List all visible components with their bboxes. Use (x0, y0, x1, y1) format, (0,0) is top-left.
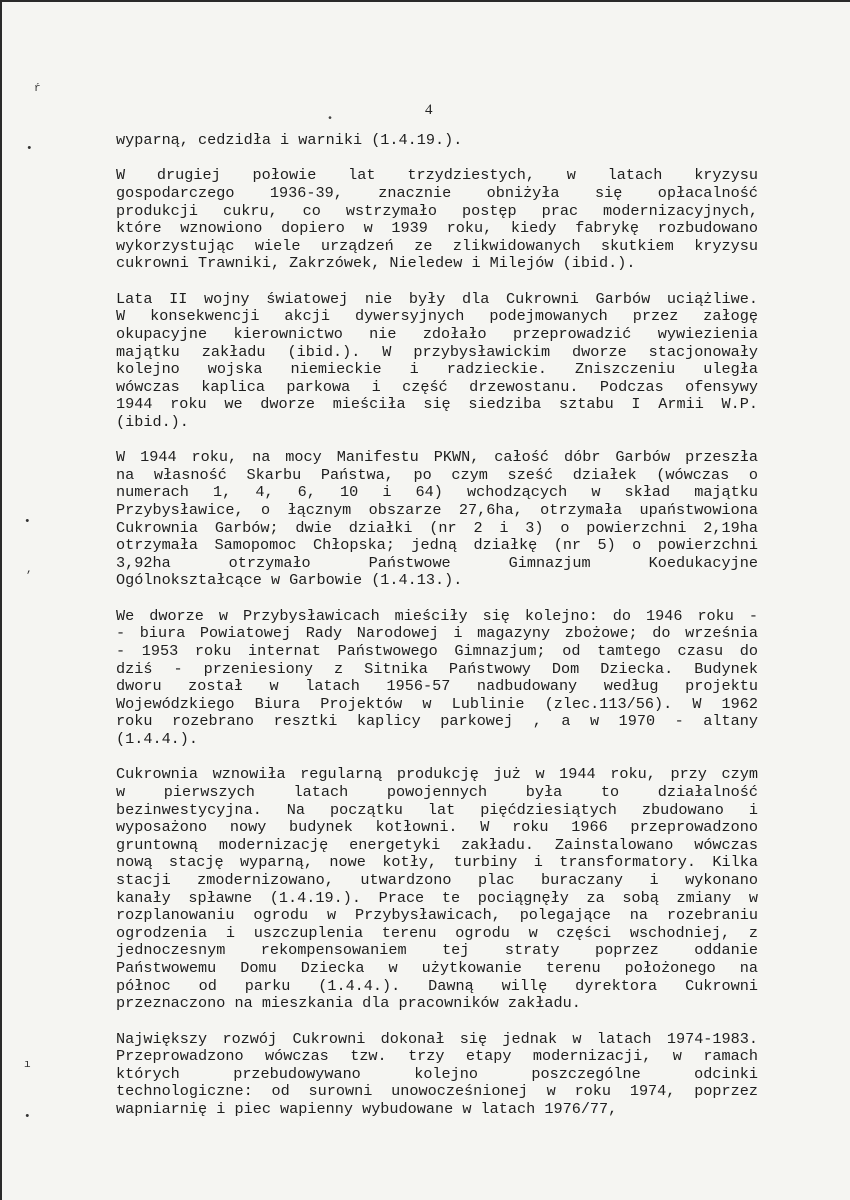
text-line: Największy rozwój Cukrowni dokonał się jednak w latach 1974-1983. (116, 1030, 758, 1048)
text-line: rozplanowaniu ogrodu w Przybysławicach, polegające na rozebraniu (116, 907, 758, 925)
paragraph (116, 608, 758, 749)
text-line: cukrowni Trawniki, Zakrzówek, Nieledew i Milejów (ibid.). (116, 255, 636, 273)
text-line: kanały spławne (1.4.19.). Prace te pociągnęły za sobą zmiany w (116, 889, 758, 907)
text-line: w pierwszych latach powojennych była to działalność (116, 783, 758, 801)
text-line: 1944 roku we dworze mieściła się siedziba sztabu I Armii W.P. (116, 396, 758, 414)
text-line: W drugiej połowie lat trzydziestych, w latach kryzysu (116, 167, 758, 185)
text-line: północ od parku (1.4.4.). Dawną willę dyrektora Cukrowni (116, 977, 758, 995)
paragraph (116, 132, 758, 150)
text-line: wapniarnię i piec wapienny wybudowane w latach 1976/77, (116, 1100, 618, 1118)
text-line: dziś - przeniesiony z Sitnika Państwowy Dom Dziecka. Budynek (116, 660, 758, 678)
text-line: - 1953 roku internat Państwowego Gimnazjum; od tamtego czasu do (116, 643, 758, 661)
text-line: wówczas kaplica parkowa i część drzewostanu. Podczas ofensywy (116, 378, 758, 396)
text-line: Państwowemu Domu Dziecka w użytkowanie terenu położonego na (116, 959, 758, 977)
text-line: które wznowiono dopiero w 1939 roku, kiedy fabrykę rozbudowano (116, 220, 758, 238)
margin-mark: • (24, 516, 31, 528)
text-line: dworu został w latach 1956-57 nadbudowany według projektu (116, 678, 758, 696)
text-line: Wojewódzkiego Biura Projektów w Lublinie (zlec.113/56). W 1962 (116, 695, 758, 713)
paragraph (116, 1031, 758, 1119)
text-line: Przeprowadzono wówczas tzw. trzy etapy modernizacji, w ramach (116, 1048, 758, 1066)
text-line: technologiczne: od surowni unowocześnionej w roku 1974, poprzez (116, 1083, 758, 1101)
paragraph (116, 449, 758, 590)
paragraph (116, 766, 758, 1012)
text-line: Przybysławice, o łącznym obszarze 27,6ha, otrzymała upaństwowiona (116, 502, 758, 520)
text-line: roku rozebrano resztki kaplicy parkowej , a w 1970 - altany (116, 713, 758, 731)
text-line: otrzymała Samopomoc Chłopska; jedną działkę (nr 5) o powierzchni (116, 537, 758, 555)
text-line: stacji zmodernizowano, utwardzono plac buraczany i wykonano (116, 871, 758, 889)
page-number: 4 (425, 102, 433, 118)
text-line: produkcji cukru, co wstrzymało postęp prac modernizacyjnych, (116, 202, 758, 220)
paragraph (116, 167, 758, 273)
text-line: nową stację wyparną, nowe kotły, turbiny i transformatory. Kilka (116, 854, 758, 872)
text-line: gospodarczego 1936-39, znacznie obniżyła się opłacalność (116, 184, 758, 202)
text-line: okupacyjne kierownictwo nie zdołało przeprowadzić wywiezienia (116, 325, 758, 343)
text-line: (ibid.). (116, 413, 189, 431)
scan-speck: • (327, 114, 334, 125)
text-line: których przebudowywano kolejno poszczególne odcinki (116, 1065, 758, 1083)
text-line: wyparną, cedzidła i warniki (1.4.19.). (116, 132, 463, 149)
text-line: (1.4.4.). (116, 731, 199, 748)
margin-mark: • (26, 143, 33, 155)
margin-mark: • (24, 1111, 31, 1123)
text-line: na własność Skarbu Państwa, po czym sześć działek (wówczas o (116, 466, 758, 484)
text-line: majątku zakładu (ibid.). W przybysławickim dworze stacjonowały (116, 343, 758, 361)
text-line: Ogólnokształcące w Garbowie (1.4.13.). (116, 572, 463, 590)
text-line: numerach 1, 4, 6, 10 i 64) wchodzących w skład majątku (116, 484, 758, 502)
text-line: gruntowną modernizację energetyki zakładu. Zainstalowano wówczas (116, 836, 758, 854)
text-line: kolejno wojska niemieckie i radzieckie. Zniszczeniu uległa (116, 361, 758, 379)
text-line: wyposażono nowy budynek kotłowni. W roku 1966 przeprowadzono (116, 819, 758, 837)
text-line: ogrodzenia i uszczuplenia terenu ogrodu w części wschodniej, z (116, 924, 758, 942)
text-line: We dworze w Przybysławicach mieściły się kolejno: do 1946 roku - (116, 607, 758, 625)
text-line: Cukrownia Garbów; dwie działki (nr 2 i 3) o powierzchni 2,19ha (116, 519, 758, 537)
text-line: bezinwestycyjna. Na początku lat pięćdziesiątych zbudowano i (116, 801, 758, 819)
text-line: W 1944 roku, na mocy Manifestu PKWN, całość dóbr Garbów przeszła (116, 449, 758, 467)
paragraph (116, 291, 758, 432)
text-line: Lata II wojny światowej nie były dla Cukrowni Garbów uciążliwe. (116, 290, 758, 308)
text-line: przeznaczono na mieszkania dla pracowników zakładu. (116, 995, 581, 1013)
document-body (116, 132, 758, 1136)
text-line: wykorzystując wiele urządzeń ze zlikwidowanych skutkiem kryzysu (116, 237, 758, 255)
text-line: 3,92ha otrzymało Państwowe Gimnazjum Koedukacyjne (116, 554, 758, 572)
text-line: jednoczesnym rekompensowaniem tej straty poprzez oddanie (116, 942, 758, 960)
margin-mark: ŕ (34, 83, 41, 95)
text-line: Cukrownia wznowiła regularną produkcję już w 1944 roku, przy czym (116, 766, 758, 784)
text-line: W konsekwencji akcji dywersyjnych podejmowanych przez załogę (116, 308, 758, 326)
margin-mark: ı (24, 1059, 31, 1071)
margin-mark: , (26, 564, 33, 576)
text-line: - biura Powiatowej Rady Narodowej i magazyny zbożowe; do września (116, 625, 758, 643)
